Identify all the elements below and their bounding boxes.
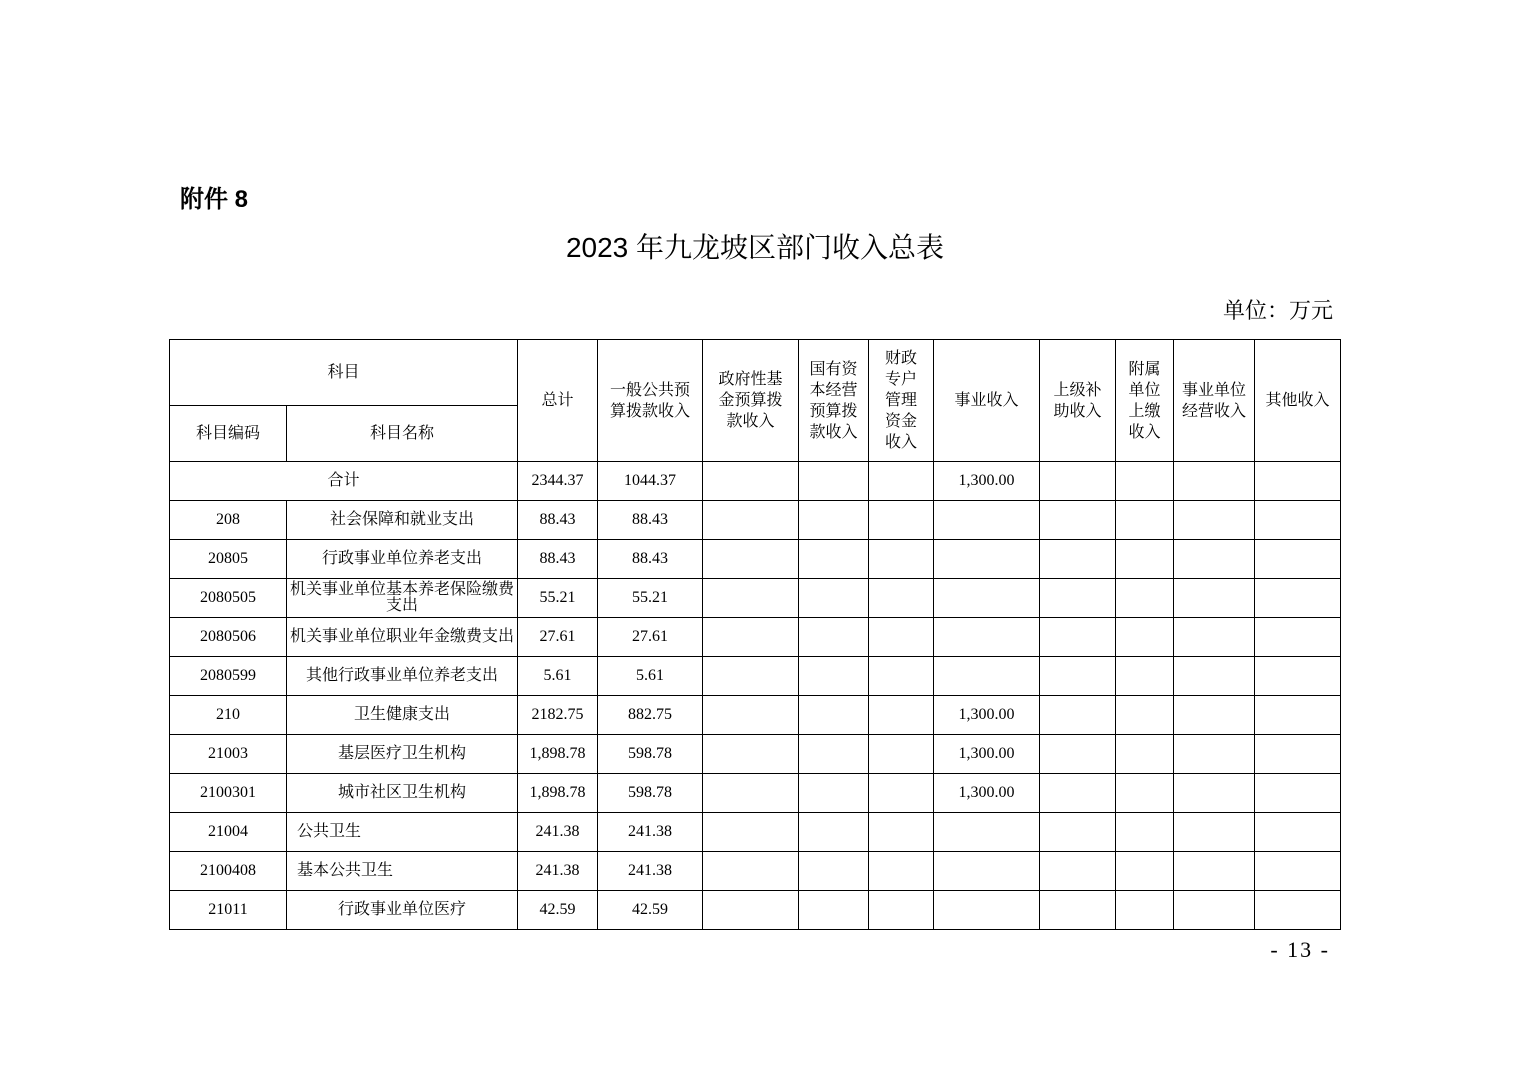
header-superior-subsidy [1040, 340, 1116, 462]
business-income-cell [934, 540, 1040, 579]
table-body [170, 462, 1341, 930]
fiscal-special-account-cell [869, 540, 934, 579]
subject-code-cell: 2080505 [170, 579, 287, 618]
government-fund-budget-cell [703, 735, 799, 774]
subject-code-cell: 210 [170, 696, 287, 735]
general-public-budget-cell: 882.75 [598, 696, 703, 735]
total-cell: 241.38 [518, 813, 598, 852]
superior-subsidy-cell [1040, 618, 1116, 657]
other-income-cell [1255, 579, 1341, 618]
business-operation-cell [1174, 657, 1255, 696]
table-row [170, 774, 1341, 813]
subject-name-cell: 城市社区卫生机构 [287, 774, 518, 813]
business-income-cell: 1,300.00 [934, 696, 1040, 735]
subject-code-cell: 21003 [170, 735, 287, 774]
table-row [170, 579, 1341, 618]
superior-subsidy-cell [1040, 735, 1116, 774]
total-row-label: 合计 [170, 462, 518, 501]
state-capital-budget-cell [799, 618, 869, 657]
general-public-budget-cell: 598.78 [598, 735, 703, 774]
government-fund-budget-cell [703, 657, 799, 696]
total-cell: 2344.37 [518, 462, 598, 501]
state-capital-budget-cell [799, 501, 869, 540]
general-public-budget-cell: 55.21 [598, 579, 703, 618]
business-income-cell [934, 579, 1040, 618]
subject-code-cell: 21011 [170, 891, 287, 930]
table-row [170, 813, 1341, 852]
subordinate-remittance-cell [1116, 540, 1174, 579]
fiscal-special-account-cell [869, 579, 934, 618]
other-income-cell [1255, 501, 1341, 540]
state-capital-budget-cell [799, 579, 869, 618]
total-cell: 55.21 [518, 579, 598, 618]
subject-code-cell: 20805 [170, 540, 287, 579]
header-business-operation [1174, 340, 1255, 462]
page-title: 2023 年九龙坡区部门收入总表 [565, 232, 945, 263]
subordinate-remittance-cell [1116, 774, 1174, 813]
subject-code-cell: 2100408 [170, 852, 287, 891]
business-income-cell: 1,300.00 [934, 735, 1040, 774]
fiscal-special-account-cell [869, 657, 934, 696]
business-operation-cell [1174, 891, 1255, 930]
subordinate-remittance-cell [1116, 657, 1174, 696]
subject-code-cell: 21004 [170, 813, 287, 852]
general-public-budget-cell: 42.59 [598, 891, 703, 930]
general-public-budget-cell: 27.61 [598, 618, 703, 657]
state-capital-budget-cell [799, 813, 869, 852]
state-capital-budget-cell [799, 462, 869, 501]
superior-subsidy-cell [1040, 540, 1116, 579]
header-government-fund-budget-label: 政府性基金预算拨款收入 [718, 371, 783, 430]
other-income-cell [1255, 891, 1341, 930]
subject-name-cell: 其他行政事业单位养老支出 [287, 657, 518, 696]
subject-code-cell: 2080506 [170, 618, 287, 657]
subordinate-remittance-cell [1116, 735, 1174, 774]
other-income-cell [1255, 696, 1341, 735]
total-cell: 1,898.78 [518, 735, 598, 774]
table-row [170, 540, 1341, 579]
general-public-budget-cell: 1044.37 [598, 462, 703, 501]
subordinate-remittance-cell [1116, 618, 1174, 657]
superior-subsidy-cell [1040, 579, 1116, 618]
business-income-cell: 1,300.00 [934, 774, 1040, 813]
subordinate-remittance-cell [1116, 501, 1174, 540]
header-total: 总计 [518, 340, 598, 462]
table-row [170, 501, 1341, 540]
total-cell: 5.61 [518, 657, 598, 696]
business-operation-cell [1174, 696, 1255, 735]
business-operation-cell [1174, 618, 1255, 657]
general-public-budget-cell: 88.43 [598, 501, 703, 540]
state-capital-budget-cell [799, 891, 869, 930]
fiscal-special-account-cell [869, 735, 934, 774]
subordinate-remittance-cell [1116, 579, 1174, 618]
fiscal-special-account-cell [869, 774, 934, 813]
business-operation-cell [1174, 774, 1255, 813]
government-fund-budget-cell [703, 696, 799, 735]
other-income-cell [1255, 657, 1341, 696]
government-fund-budget-cell [703, 774, 799, 813]
business-operation-cell [1174, 462, 1255, 501]
government-fund-budget-cell [703, 579, 799, 618]
business-operation-cell [1174, 735, 1255, 774]
header-subordinate-remittance-label: 附属单位上缴收入 [1128, 360, 1161, 441]
fiscal-special-account-cell [869, 696, 934, 735]
government-fund-budget-cell [703, 891, 799, 930]
business-operation-cell [1174, 813, 1255, 852]
subordinate-remittance-cell [1116, 462, 1174, 501]
superior-subsidy-cell [1040, 852, 1116, 891]
total-row [170, 462, 1341, 501]
state-capital-budget-cell [799, 852, 869, 891]
total-cell: 88.43 [518, 540, 598, 579]
header-row [170, 340, 1341, 406]
attachment-label: 附件 8 [180, 186, 249, 213]
fiscal-special-account-cell [869, 462, 934, 501]
subject-name-cell: 行政事业单位养老支出 [287, 540, 518, 579]
header-general-public-budget-label: 一般公共预算拨款收入 [610, 381, 691, 420]
table-row [170, 891, 1341, 930]
superior-subsidy-cell [1040, 774, 1116, 813]
state-capital-budget-cell [799, 735, 869, 774]
header-state-capital-budget-label: 国有资本经营预算拨款收入 [809, 360, 858, 441]
business-income-cell [934, 813, 1040, 852]
header-fiscal-special-account [869, 340, 934, 462]
superior-subsidy-cell [1040, 657, 1116, 696]
header-business-income: 事业收入 [934, 340, 1040, 462]
table-row [170, 657, 1341, 696]
header-superior-subsidy-label: 上级补助收入 [1053, 381, 1102, 420]
state-capital-budget-cell [799, 774, 869, 813]
business-operation-cell [1174, 540, 1255, 579]
fiscal-special-account-cell [869, 852, 934, 891]
subordinate-remittance-cell [1116, 813, 1174, 852]
other-income-cell [1255, 813, 1341, 852]
subordinate-remittance-cell [1116, 852, 1174, 891]
fiscal-special-account-cell [869, 618, 934, 657]
table-row [170, 696, 1341, 735]
fiscal-special-account-cell [869, 813, 934, 852]
subject-code-cell: 208 [170, 501, 287, 540]
general-public-budget-cell: 88.43 [598, 540, 703, 579]
subject-name-cell: 行政事业单位医疗 [287, 891, 518, 930]
subject-code-cell: 2100301 [170, 774, 287, 813]
other-income-cell [1255, 618, 1341, 657]
business-income-cell [934, 657, 1040, 696]
fiscal-special-account-cell [869, 501, 934, 540]
business-income-cell [934, 891, 1040, 930]
subject-name-cell: 社会保障和就业支出 [287, 501, 518, 540]
header-government-fund-budget [703, 340, 799, 462]
header-subject-name: 科目名称 [287, 406, 518, 462]
page-number: - 13 - [1270, 937, 1330, 962]
government-fund-budget-cell [703, 462, 799, 501]
subject-name-cell: 公共卫生 [287, 813, 518, 852]
table-header [170, 340, 1341, 462]
general-public-budget-cell: 241.38 [598, 852, 703, 891]
total-cell: 241.38 [518, 852, 598, 891]
business-income-cell [934, 852, 1040, 891]
superior-subsidy-cell [1040, 501, 1116, 540]
total-cell: 88.43 [518, 501, 598, 540]
header-subordinate-remittance [1116, 340, 1174, 462]
business-operation-cell [1174, 579, 1255, 618]
total-cell: 27.61 [518, 618, 598, 657]
other-income-cell [1255, 462, 1341, 501]
state-capital-budget-cell [799, 696, 869, 735]
business-income-cell [934, 618, 1040, 657]
business-operation-cell [1174, 852, 1255, 891]
business-income-cell [934, 501, 1040, 540]
fiscal-special-account-cell [869, 891, 934, 930]
other-income-cell [1255, 735, 1341, 774]
general-public-budget-cell: 5.61 [598, 657, 703, 696]
header-fiscal-special-account-label: 财政专户管理资金收入 [885, 350, 918, 451]
subject-name-cell: 卫生健康支出 [287, 696, 518, 735]
header-state-capital-budget [799, 340, 869, 462]
superior-subsidy-cell [1040, 813, 1116, 852]
general-public-budget-cell: 241.38 [598, 813, 703, 852]
subordinate-remittance-cell [1116, 891, 1174, 930]
government-fund-budget-cell [703, 813, 799, 852]
other-income-cell [1255, 540, 1341, 579]
superior-subsidy-cell [1040, 462, 1116, 501]
income-table [169, 339, 1341, 930]
business-operation-cell [1174, 501, 1255, 540]
table-row [170, 735, 1341, 774]
table-row [170, 852, 1341, 891]
subject-name-cell: 基层医疗卫生机构 [287, 735, 518, 774]
subject-name-cell: 机关事业单位基本养老保险缴费支出 [287, 579, 518, 618]
total-cell: 1,898.78 [518, 774, 598, 813]
unit-label: 单位：万元 [1222, 298, 1333, 323]
government-fund-budget-cell [703, 540, 799, 579]
general-public-budget-cell: 598.78 [598, 774, 703, 813]
header-subject-code: 科目编码 [170, 406, 287, 462]
government-fund-budget-cell [703, 618, 799, 657]
state-capital-budget-cell [799, 540, 869, 579]
superior-subsidy-cell [1040, 891, 1116, 930]
business-income-cell: 1,300.00 [934, 462, 1040, 501]
header-business-operation-label: 事业单位经营收入 [1182, 381, 1247, 420]
government-fund-budget-cell [703, 501, 799, 540]
government-fund-budget-cell [703, 852, 799, 891]
subordinate-remittance-cell [1116, 696, 1174, 735]
header-other-income: 其他收入 [1255, 340, 1341, 462]
other-income-cell [1255, 774, 1341, 813]
subject-name-cell: 基本公共卫生 [287, 852, 518, 891]
header-general-public-budget [598, 340, 703, 462]
superior-subsidy-cell [1040, 696, 1116, 735]
total-cell: 2182.75 [518, 696, 598, 735]
subject-code-cell: 2080599 [170, 657, 287, 696]
table-row [170, 618, 1341, 657]
header-subject: 科目 [170, 340, 518, 406]
total-cell: 42.59 [518, 891, 598, 930]
other-income-cell [1255, 852, 1341, 891]
subject-name-cell: 机关事业单位职业年金缴费支出 [287, 618, 518, 657]
state-capital-budget-cell [799, 657, 869, 696]
